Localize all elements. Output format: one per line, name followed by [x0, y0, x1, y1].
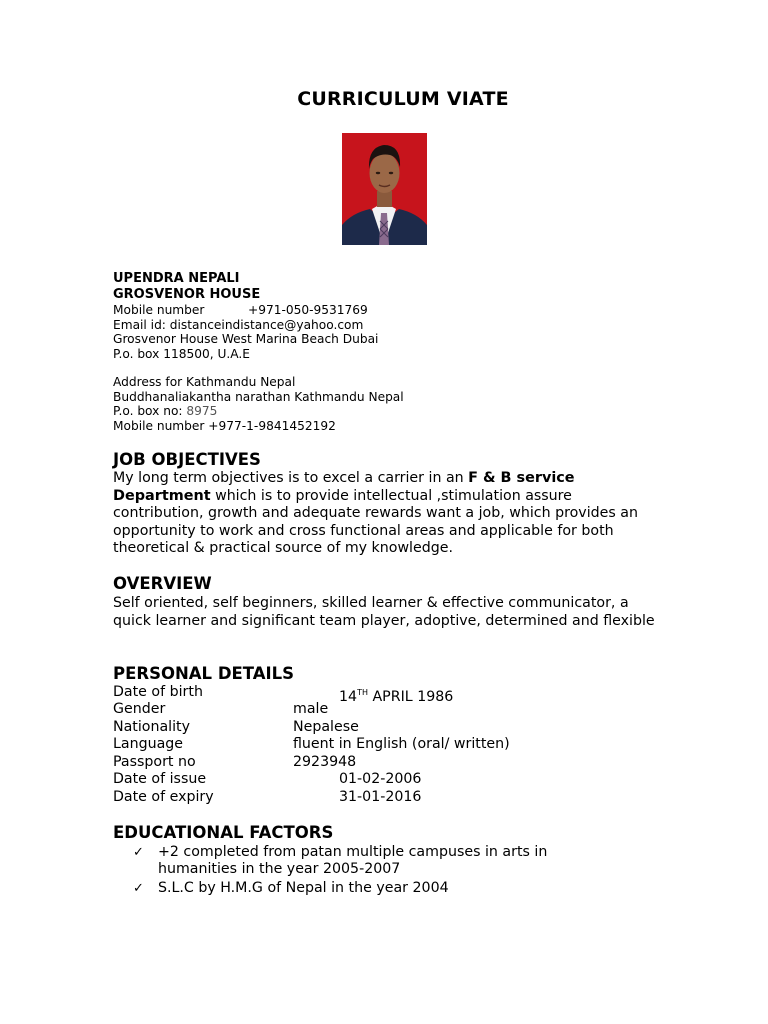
employer-name: GROSVENOR HOUSE: [113, 287, 261, 302]
education-item: [133, 844, 603, 880]
expiry-date-row: [113, 789, 422, 806]
mobile-label: Mobile number: [113, 303, 205, 317]
job-objectives-emphasis: F & B service Department: [113, 470, 575, 504]
education-item-text: +2 completed from patan multiple campuses in arts in humanities in the year 2005-2007: [158, 844, 548, 877]
issue-date-label: Date of issue: [113, 771, 207, 787]
passport-row: [113, 754, 357, 771]
dob-day: 14: [339, 689, 358, 705]
mobile-line: [113, 303, 513, 318]
dob-label: Date of birth: [113, 684, 203, 700]
applicant-name: UPENDRA NEPALI: [113, 271, 240, 286]
check-icon: ✓: [133, 881, 144, 896]
contact-block: [113, 271, 513, 361]
overview-text: Self oriented, self beginners, skilled learner & effective communicator, a quick learner and significant team player, adoptive, determined and flexible: [113, 595, 655, 629]
address-line: Grosvenor House West Marina Beach Dubai: [113, 332, 379, 347]
nepal-pobox-label: P.o. box no:: [113, 404, 187, 419]
passport-label: Passport no: [113, 754, 196, 770]
dob-month-year: APRIL 1986: [367, 689, 454, 705]
profile-photo: [342, 133, 427, 245]
education-heading: EDUCATIONAL FACTORS: [113, 823, 334, 842]
gender-label: Gender: [113, 701, 166, 717]
nepal-pobox-value: 8975: [186, 404, 218, 419]
language-row: [113, 736, 510, 753]
overview-heading: OVERVIEW: [113, 574, 212, 593]
job-objectives-text: [113, 470, 658, 558]
nepal-mobile-line: Mobile number +977-1-9841452192: [113, 418, 336, 433]
nepal-address-line: Buddhanaliakantha narathan Kathmandu Nepal: [113, 389, 404, 404]
nationality-value: Nepalese: [293, 719, 359, 735]
nationality-label: Nationality: [113, 719, 191, 735]
personal-details-heading: PERSONAL DETAILS: [113, 664, 295, 683]
dob-suffix: TH: [357, 688, 368, 697]
passport-value: 2923948: [293, 754, 357, 770]
nepal-pobox-line: [113, 404, 404, 419]
document-title: CURRICULUM VIATE: [297, 88, 509, 110]
issue-date-row: [113, 771, 422, 788]
job-objectives-text-end: which is to provide intellectual ,stimulation assure contribution, growth and adequate rewards want a job, which provides an opportunity to work and cross functional areas and applicable for both theoretical & practical source of my knowledge.: [113, 487, 638, 557]
gender-row: [113, 701, 329, 718]
portrait-image: [342, 133, 427, 245]
language-value: fluent in English (oral/ written): [293, 736, 510, 752]
nationality-row: [113, 719, 359, 736]
expiry-date-label: Date of expiry: [113, 789, 214, 805]
expiry-date-value: 31-01-2016: [339, 789, 422, 805]
issue-date-value: 01-02-2006: [339, 771, 422, 787]
check-icon: ✓: [133, 845, 144, 860]
job-objectives-heading: JOB OBJECTIVES: [113, 450, 261, 469]
nepal-address-heading: Address for Kathmandu Nepal: [113, 375, 296, 389]
education-item-text: S.L.C by H.M.G of Nepal in the year 2004: [158, 880, 449, 896]
dob-row: [113, 684, 454, 705]
job-objectives-text-start: My long term objectives is to excel a carrier in an: [113, 470, 469, 486]
education-item: [133, 880, 603, 898]
email-line: Email id: distanceindistance@yahoo.com: [113, 317, 364, 332]
gender-value: male: [293, 701, 329, 717]
mobile-value: +971-050-9531769: [248, 303, 368, 317]
nepal-address-block: [113, 375, 404, 433]
pobox-line: P.o. box 118500, U.A.E: [113, 346, 250, 361]
language-label: Language: [113, 736, 184, 752]
dob-value: [339, 684, 453, 706]
